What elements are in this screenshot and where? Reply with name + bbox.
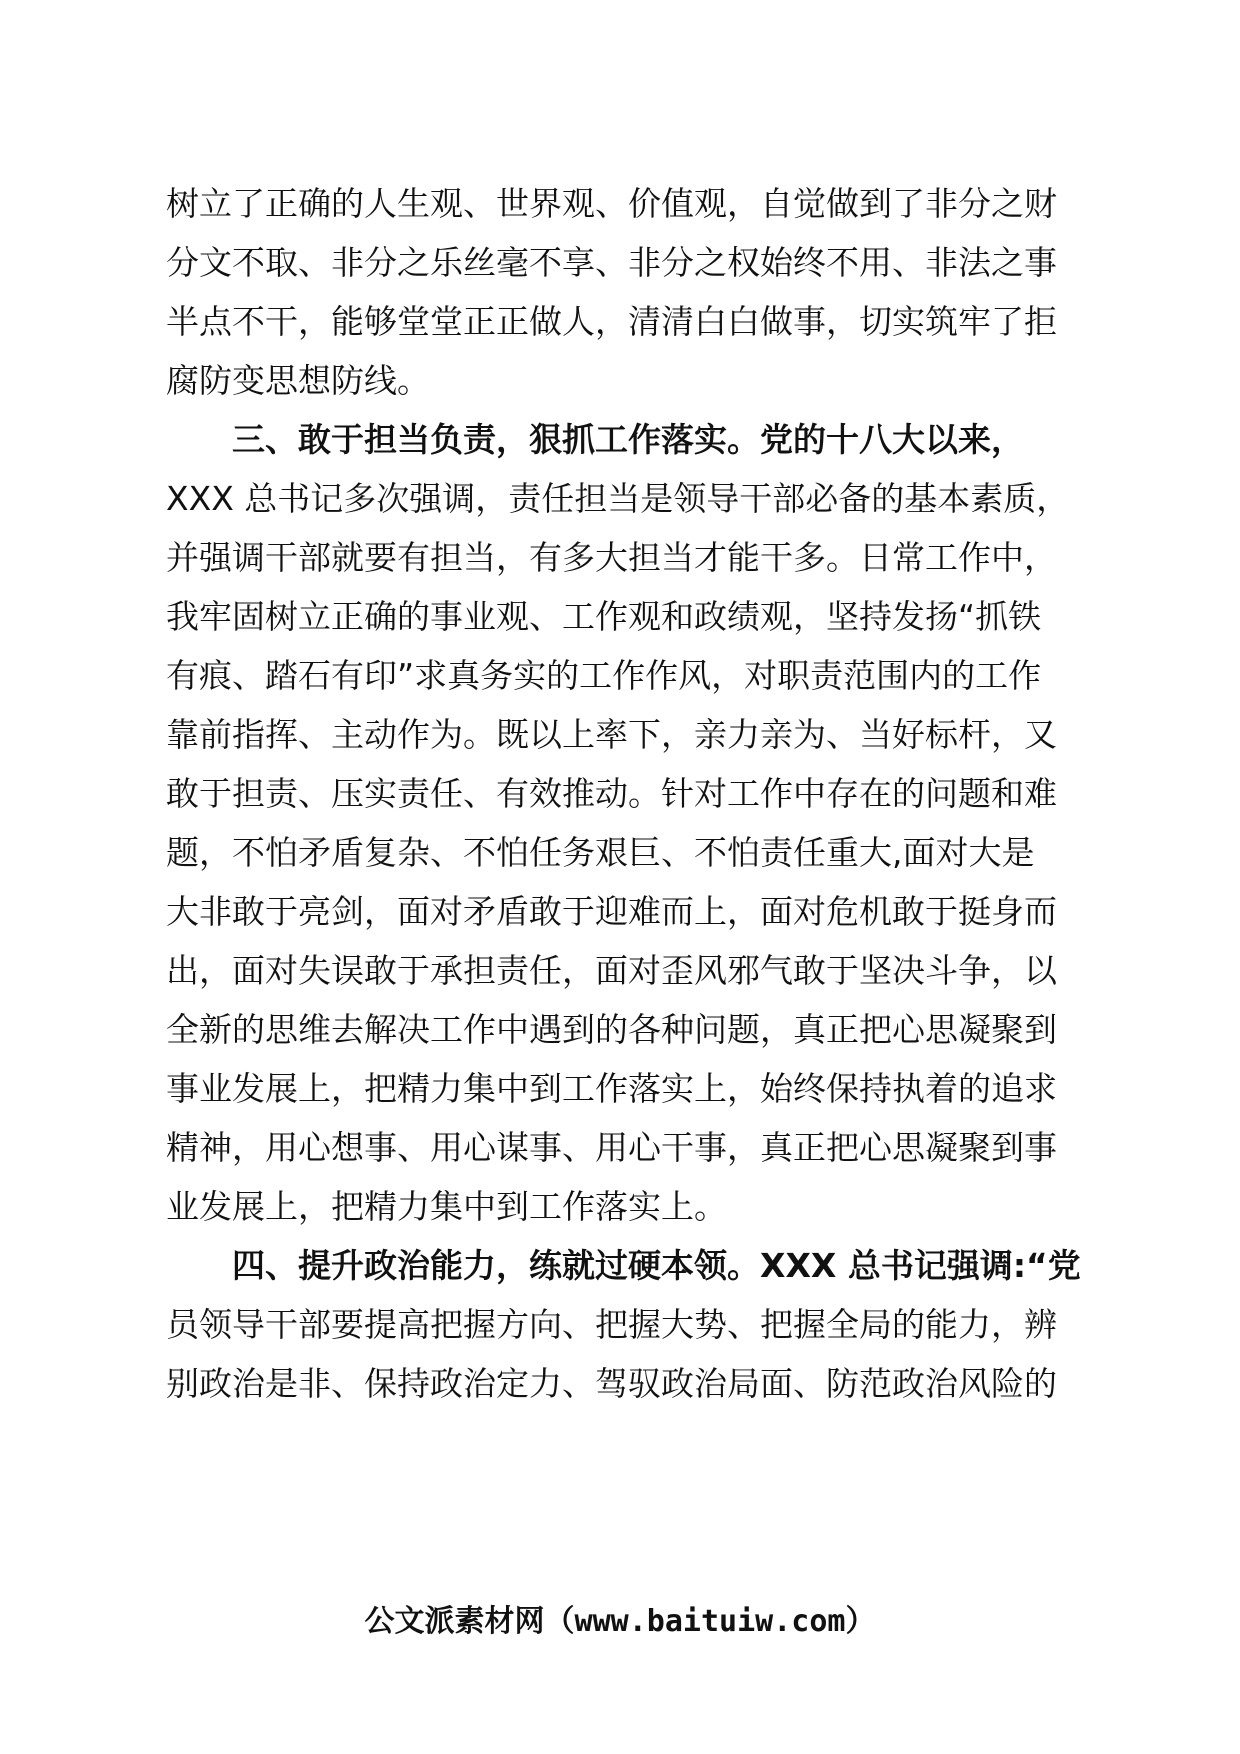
text-line: 树立了正确的人生观、世界观、价值观，自觉做到了非分之财: [166, 184, 1057, 223]
text-line: 题，不怕矛盾复杂、不怕任务艰巨、不怕责任重大,面对大是: [166, 833, 1035, 872]
text-line: 业发展上，把精力集中到工作落实上。: [166, 1187, 727, 1226]
text-line: 有痕、踏石有印”求真务实的工作作风，对职责范围内的工作: [166, 656, 1042, 695]
text-line: 靠前指挥、主动作为。既以上率下，亲力亲为、当好标杆，又: [166, 715, 1057, 754]
text-line: 事业发展上，把精力集中到工作落实上，始终保持执着的追求: [166, 1069, 1057, 1108]
text-line: 敢于担责、压实责任、有效推动。针对工作中存在的问题和难: [166, 774, 1057, 813]
footer-site-name: 公文派素材网: [364, 1604, 545, 1639]
text-line: 我牢固树立正确的事业观、工作观和政绩观，坚持发扬“抓铁: [166, 597, 1042, 636]
text-line: 腐防变思想防线。: [166, 361, 430, 400]
page-footer: [0, 1596, 1240, 1640]
text-line: 并强调干部就要有担当，有多大担当才能干多。日常工作中，: [166, 538, 1057, 577]
footer-site-url: （www.baituiw.com）: [544, 1604, 876, 1639]
text-line: 员领导干部要提高把握方向、把握大势、把握全局的能力，辨: [166, 1305, 1057, 1344]
text-line: 大非敢于亮剑，面对矛盾敢于迎难而上，面对危机敢于挺身而: [166, 892, 1057, 931]
text-line: 分文不取、非分之乐丝毫不享、非分之权始终不用、非法之事: [166, 243, 1057, 282]
text-line: 精神，用心想事、用心谋事、用心干事，真正把心思凝聚到事: [166, 1128, 1057, 1167]
text-line: 出，面对失误敢于承担责任，面对歪风邪气敢于坚决斗争，以: [166, 951, 1057, 990]
text-line: 全新的思维去解决工作中遇到的各种问题，真正把心思凝聚到: [166, 1010, 1057, 1049]
text-line: 别政治是非、保持政治定力、驾驭政治局面、防范政治风险的: [166, 1364, 1057, 1403]
section-heading-line: 四、提升政治能力，练就过硬本领。XXX 总书记强调:“党: [232, 1246, 1081, 1285]
text-line: 半点不干，能够堂堂正正做人，清清白白做事，切实筑牢了拒: [166, 302, 1057, 341]
section-heading-line: 三、敢于担当负责，狠抓工作落实。党的十八大以来，: [232, 420, 1024, 459]
text-line: XXX 总书记多次强调，责任担当是领导干部必备的基本素质，: [166, 479, 1070, 518]
